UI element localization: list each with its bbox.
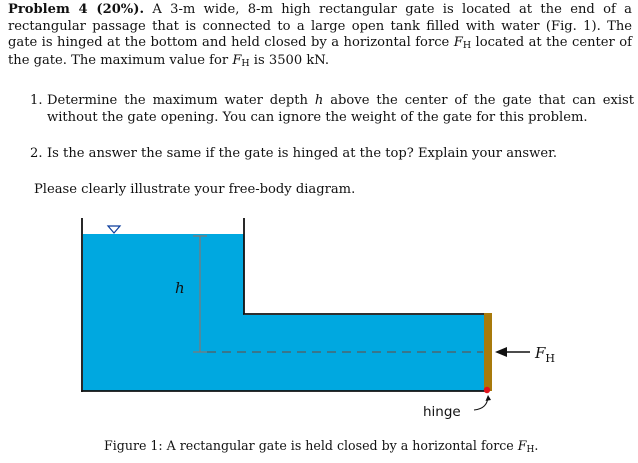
force-subscript-2: H bbox=[241, 57, 250, 69]
hinge-label: hinge bbox=[423, 404, 461, 420]
question-1-variable: h bbox=[314, 93, 324, 108]
water-region bbox=[83, 234, 485, 391]
problem-text-part-3: is 3500 kN. bbox=[249, 52, 330, 68]
force-symbol-2: F bbox=[232, 52, 242, 68]
caption-text-part-2: . bbox=[534, 438, 539, 453]
question-2-number: 2. bbox=[30, 146, 43, 161]
problem-title: Problem 4 (20%). bbox=[8, 2, 144, 17]
caption-force-subscript: H bbox=[526, 445, 535, 456]
question-1-text-part-1: Determine the maximum water depth bbox=[47, 93, 315, 108]
caption-text-part-1: Figure 1: A rectangular gate is held closed by a horizontal force bbox=[104, 438, 518, 453]
force-label-subscript: H bbox=[545, 352, 556, 365]
free-surface-marker-icon bbox=[108, 226, 120, 233]
question-2-text: Is the answer the same if the gate is hinged at the top? Explain your answer. bbox=[47, 146, 558, 161]
problem-text-part-2: located at the center of the gate. The maximum value for bbox=[8, 35, 632, 68]
question-1-text-part-2: above the center of the gate that can exist without the gate opening. You can ignore the weight of the gate for this problem. bbox=[47, 93, 634, 125]
hinge-leader-line bbox=[474, 398, 488, 410]
force-arrow-head-icon bbox=[495, 347, 507, 357]
question-1-number: 1. bbox=[30, 93, 43, 108]
force-symbol: F bbox=[453, 35, 463, 50]
hinge-leader-arrow-icon bbox=[486, 395, 492, 401]
gate bbox=[484, 313, 492, 391]
problem-text-part-1: A 3-m wide, 8-m high rectangular gate is located at the end of a rectangular passage that is connected to a large open tank filled with water (Fig. 1). The gate is hinged at the bottom and held closed by a horizontal force bbox=[8, 2, 632, 50]
force-label bbox=[534, 344, 555, 365]
figure-caption bbox=[104, 438, 538, 456]
instruction-text: Please clearly illustrate your free-body diagram. bbox=[34, 182, 356, 197]
hinge-icon bbox=[484, 387, 490, 393]
force-subscript: H bbox=[462, 40, 472, 52]
caption-force-symbol: F bbox=[517, 438, 527, 453]
force-label-symbol: F bbox=[535, 344, 546, 362]
depth-label: h bbox=[175, 279, 185, 297]
